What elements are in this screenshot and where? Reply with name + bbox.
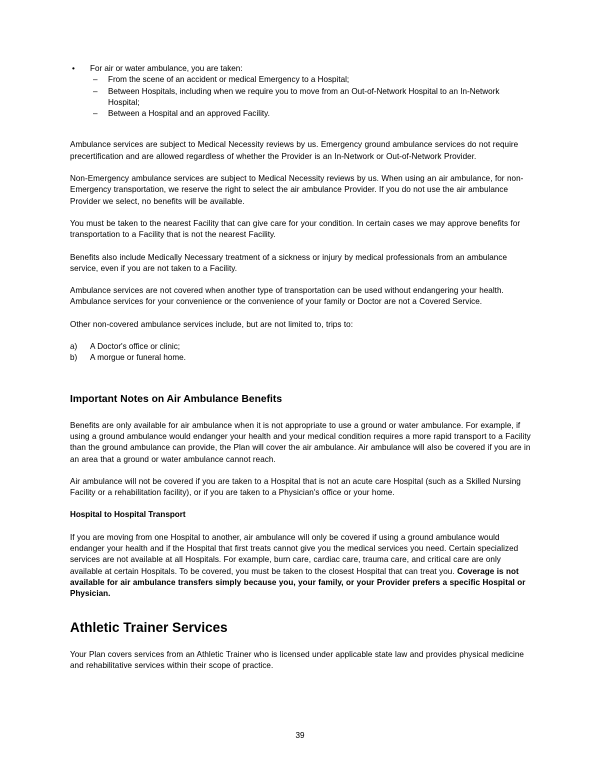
paragraph-benefits-include: Benefits also include Medically Necessary treatment of a sickness or injury by medical professionals from an ambulance service, even if you are not taken to a Facility. (70, 252, 507, 273)
block-spacer (70, 130, 531, 139)
heading-hospital-to-hospital-transport: Hospital to Hospital Transport (70, 510, 186, 520)
paragraph-air-ambulance-not-covered: Air ambulance will not be covered if you are taken to a Hospital that is not an acute care Hospital (such as a Skilled Nursing Facility or a rehabilitation facility), or if you are taken to a Physician's office or your home. (70, 476, 521, 498)
paragraph-nearest-facility: You must be taken to the nearest Facility that can give care for your condition. In certain cases we may approve benefits for transportation to a Facility that is not the nearest Facility. (70, 218, 521, 240)
heading-athletic-trainer-services: Athletic Trainer Services (70, 619, 228, 635)
list-item (70, 108, 531, 119)
paragraph-hospital-transport-emphasis: Coverage is not available for air ambulance transfers simply because you, your family, or your Provider prefers a specific Hospital or Physician. (70, 566, 526, 599)
bullet-item-label: For air or water ambulance, you are taken: (90, 64, 243, 73)
paragraph-hospital-transport (70, 532, 531, 600)
ambulance-transport-sublist (70, 74, 531, 119)
paragraph-athletic-trainer: Your Plan covers services from an Athletic Trainer who is licensed under applicable state law and provides physical medicine and rehabilitative services within their scope of practice. (70, 649, 524, 670)
alpha-marker-a: a) (70, 342, 78, 352)
list-item (70, 86, 531, 109)
dash-item-label: From the scene of an accident or medical Emergency to a Hospital; (108, 75, 350, 85)
air-water-ambulance-list (70, 63, 531, 119)
alpha-marker-b: b) (70, 353, 78, 363)
page-content (70, 63, 531, 671)
alpha-item-label: A Doctor's office or clinic; (90, 342, 181, 352)
dash-marker-icon: – (93, 75, 98, 85)
dash-item-label: Between Hospitals, including when we require you to move from an Out-of-Network Hospital to an In-Network Hospital; (108, 86, 500, 107)
list-item (70, 74, 531, 85)
list-item (70, 63, 531, 74)
bullet-marker-icon: • (72, 64, 75, 73)
paragraph-air-ambulance-available: Benefits are only available for air ambulance when it is not appropriate to use a ground or water ambulance. For example, if using a ground ambulance would endanger your health and your medical condition requires a more rapid transport to a Facility than the ground ambulance can provide, the Plan will cover the air ambulance. Air ambulance will also be covered if you are in an area that a ground or water ambulance cannot reach. (70, 420, 531, 464)
list-item (70, 352, 531, 363)
paragraph-non-emergency: Non-Emergency ambulance services are subject to Medical Necessity reviews by us. When using an air ambulance, for non-Emergency transportation, we reserve the right to select the air ambulance Provider. If you do not use the air ambulance Provider we select, no benefits will be available. (70, 174, 524, 206)
page-number-footer: 39 (295, 731, 305, 740)
paragraph-not-covered: Ambulance services are not covered when another type of transportation can be used without endangering your health. Ambulance services for your convenience or the convenience of your family or Doctor are not a Covered Service. (70, 286, 504, 307)
paragraph-medical-necessity: Ambulance services are subject to Medical Necessity reviews by us. Emergency ground ambulance services do not require precertification and are allowed regardless of whether the Provider is an In-Network or Out-of-Network Provider. (70, 140, 519, 161)
block-spacer (70, 375, 531, 393)
block-spacer (70, 611, 531, 620)
dash-marker-icon: – (93, 86, 98, 96)
dash-marker-icon: – (93, 109, 98, 119)
paragraph-hospital-transport-text: If you are moving from one Hospital to another, air ambulance will only be covered if using a ground ambulance would endanger your health and if the Hospital that first treats cannot give you the medical services you need. Certain specialized services are not available at all Hospitals. For example, burn care, cardiac care, trauma care, and critical care are only available at certain Hospitals. To be covered, you must be taken to the closest Hospital that can treat you. (70, 532, 519, 576)
heading-important-notes-air-ambulance: Important Notes on Air Ambulance Benefits (70, 393, 283, 405)
alpha-item-label: A morgue or funeral home. (90, 353, 186, 363)
paragraph-other-non-covered: Other non-covered ambulance services include, but are not limited to, trips to: (70, 319, 354, 329)
dash-item-label: Between a Hospital and an approved Facility. (108, 109, 270, 119)
list-item (70, 341, 531, 352)
non-covered-trips-list (70, 341, 531, 364)
